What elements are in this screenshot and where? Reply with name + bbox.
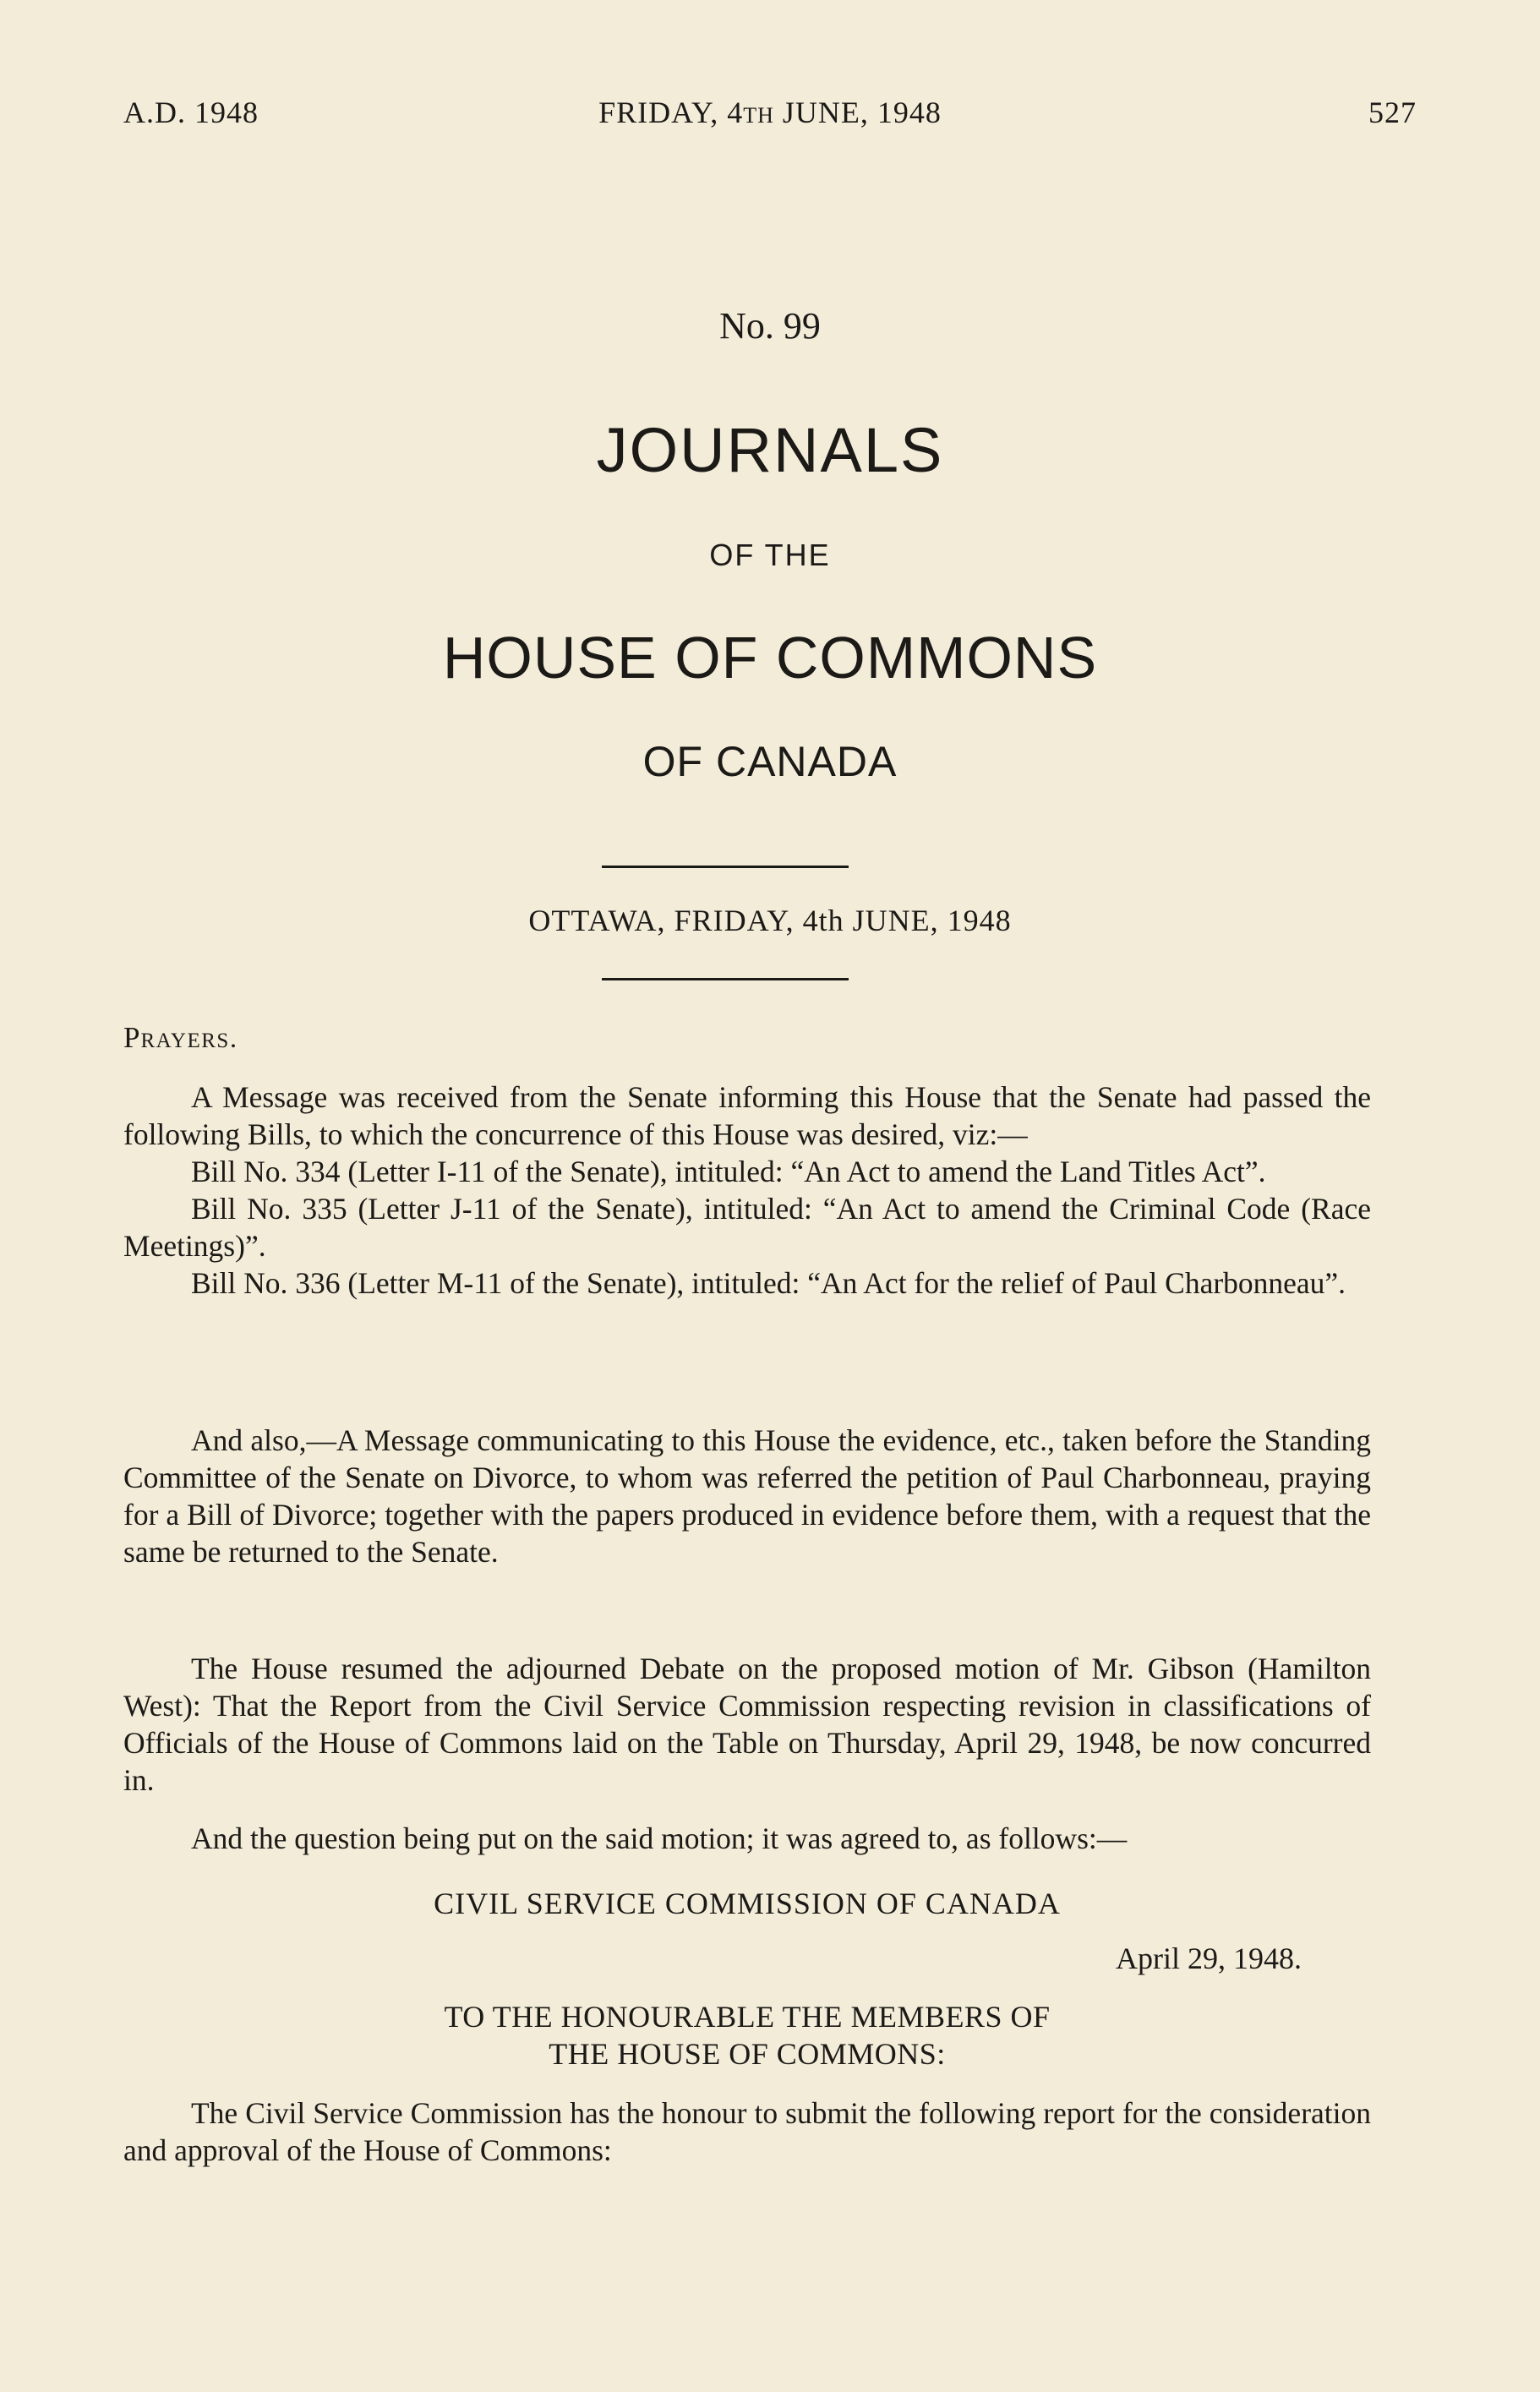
report-address-line-1: TO THE HONOURABLE THE MEMBERS OF [444,2000,1051,2034]
of-the-line: OF THE [709,538,831,572]
divider-top [602,866,849,868]
divorce-message-paragraph: And also,—A Message communicating to this House the evidence, etc., taken before the Standing Committee of the Senate on Divorce, to whom was referred the petition of Paul Charbonneau, praying for a Bill of Divorce; together with the papers produced in evidence before them, with a request that the same be returned to the Senate. [123,1423,1371,1569]
report-address-line-2: THE HOUSE OF COMMONS: [549,2037,946,2071]
bill-336-entry: Bill No. 336 (Letter M-11 of the Senate), intituled: “An Act for the relief of Paul Charbonneau”. [191,1266,1346,1300]
debate-section [123,1650,1371,1799]
of-canada-line: OF CANADA [642,738,898,785]
report-address [123,1998,1371,2073]
senate-message-intro: A Message was received from the Senate informing this House that the Senate had passed the following Bills, to which the concurrence of this House was desired, viz:— [123,1080,1371,1151]
senate-message-section [123,1079,1371,1302]
report-heading: CIVIL SERVICE COMMISSION OF CANADA [434,1887,1061,1920]
report-date: April 29, 1948. [1116,1941,1302,1975]
running-header [123,95,1417,135]
journal-number: No. 99 [719,305,821,347]
divider-bottom [602,978,849,980]
bill-335-entry: Bill No. 335 (Letter J-11 of the Senate), intituled: “An Act to amend the Criminal Code (Race Meetings)”. [123,1192,1371,1263]
dateline: OTTAWA, FRIDAY, 4th JUNE, 1948 [528,904,1012,937]
report-opening-paragraph: The Civil Service Commission has the honour to submit the following report for the consideration and approval of the House of Commons: [123,2096,1371,2167]
header-year: A.D. 1948 [123,96,259,129]
question-section [123,1820,1371,1857]
report-opening-section [123,2094,1371,2169]
divorce-message-section [123,1422,1371,1570]
house-of-commons-title: HOUSE OF COMMONS [442,625,1098,691]
page-number: 527 [1368,96,1417,129]
prayers-heading: PRAYERS. [123,1021,238,1054]
bill-334-entry: Bill No. 334 (Letter I-11 of the Senate), intituled: “An Act to amend the Land Titles Act”. [191,1155,1266,1188]
header-date: FRIDAY, 4TH JUNE, 1948 [598,96,942,129]
question-paragraph: And the question being put on the said motion; it was agreed to, as follows:— [191,1821,1128,1855]
debate-paragraph: The House resumed the adjourned Debate on the proposed motion of Mr. Gibson (Hamilton West): That the Report from the Civil Service Commission respecting revision in classifications of Officials of the House of Commons laid on the Table on Thursday, April 29, 1948, be now concurred in. [123,1652,1371,1797]
journals-title: JOURNALS [596,415,944,485]
